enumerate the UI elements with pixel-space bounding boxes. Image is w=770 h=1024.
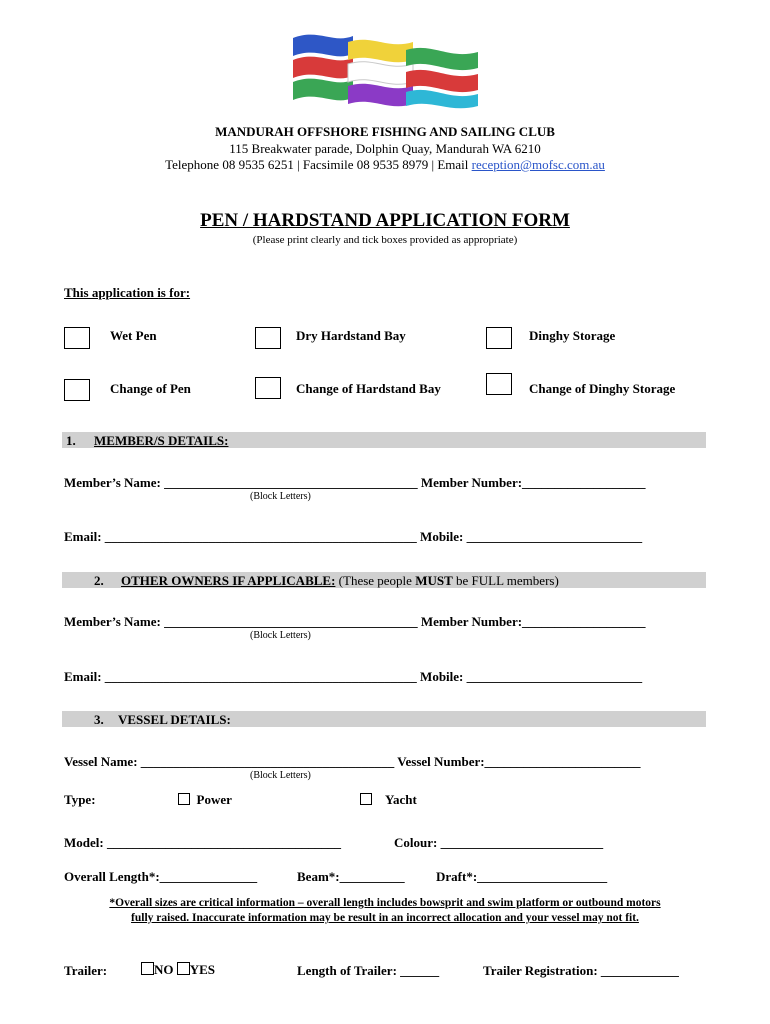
dry-hardstand-label: Dry Hardstand Bay	[296, 328, 406, 343]
club-name: MANDURAH OFFSHORE FISHING AND SAILING CLUB	[215, 124, 555, 139]
change-dinghy-checkbox[interactable]	[486, 373, 512, 395]
section-2-title: OTHER OWNERS IF APPLICABLE:	[121, 573, 336, 588]
other-owner-email-field[interactable]: Email: ________________________________________________ Mobile: ___________________________	[64, 669, 643, 684]
change-dinghy-label: Change of Dinghy Storage	[529, 381, 676, 396]
power-checkbox[interactable]	[178, 793, 190, 805]
trailer-registration-field[interactable]: Trailer Registration: ____________	[483, 963, 679, 978]
yacht-checkbox[interactable]	[360, 793, 372, 805]
size-note-line-1: *Overall sizes are critical information – overall length includes bowsprit and swim platform or outbound motors	[109, 897, 661, 909]
section-2-note-must: MUST	[415, 573, 453, 588]
change-hardstand-checkbox[interactable]	[255, 377, 281, 399]
beam-field[interactable]: Beam*:__________	[297, 869, 405, 884]
other-owner-name-field[interactable]: Member’s Name: _______________________________________ Member Number:___________________	[64, 614, 646, 629]
trailer-yes-checkbox[interactable]	[177, 962, 190, 975]
change-hardstand-label: Change of Hardstand Bay	[296, 381, 441, 396]
application-heading: This application is for:	[64, 285, 191, 300]
trailer-options	[141, 962, 215, 978]
wet-pen-checkbox[interactable]	[64, 327, 90, 349]
change-pen-checkbox[interactable]	[64, 379, 90, 401]
trailer-label: Trailer:	[64, 963, 108, 978]
form-subtitle: (Please print clearly and tick boxes provided as appropriate)	[252, 234, 518, 246]
trailer-length-field[interactable]: Length of Trailer: ______	[297, 963, 440, 978]
section-1-title: MEMBER/S DETAILS:	[94, 433, 229, 448]
section-2-note-a: (These people	[335, 573, 416, 588]
yacht-label: Yacht	[385, 792, 417, 807]
trailer-no-checkbox[interactable]	[141, 962, 154, 975]
block-letters-hint: (Block Letters)	[250, 770, 311, 781]
wet-pen-label: Wet Pen	[110, 328, 157, 343]
member-email-field[interactable]: Email: ________________________________________________ Mobile: ___________________________	[64, 529, 643, 544]
section-3-number: 3.	[94, 712, 104, 727]
section-3-title: VESSEL DETAILS:	[118, 712, 231, 727]
section-2-number: 2.	[94, 573, 104, 588]
colour-field[interactable]: Colour: _________________________	[394, 835, 604, 850]
club-contact	[0, 157, 770, 173]
power-option[interactable]	[178, 792, 232, 808]
email-link[interactable]: reception@mofsc.com.au	[471, 157, 605, 172]
model-field[interactable]: Model: ____________________________________	[64, 835, 341, 850]
trailer-no-label: NO	[154, 962, 174, 977]
dinghy-storage-checkbox[interactable]	[486, 327, 512, 349]
dry-hardstand-checkbox[interactable]	[255, 327, 281, 349]
trailer-yes-label: YES	[189, 962, 216, 977]
club-logo-flags	[288, 30, 483, 112]
dinghy-storage-label: Dinghy Storage	[529, 328, 616, 343]
power-label: Power	[196, 792, 232, 807]
form-title: PEN / HARDSTAND APPLICATION FORM	[200, 210, 570, 231]
section-2-heading	[121, 573, 559, 589]
change-pen-label: Change of Pen	[110, 381, 191, 396]
block-letters-hint: (Block Letters)	[250, 491, 311, 502]
overall-length-field[interactable]: Overall Length*:_______________	[64, 869, 258, 884]
size-note-line-2: fully raised. Inaccurate information may be result in an incorrect allocation and your vessel may not fit.	[131, 912, 639, 924]
type-label: Type:	[64, 792, 96, 807]
section-2-note-b: be FULL members)	[452, 573, 559, 588]
section-1-number: 1.	[66, 433, 76, 448]
member-name-field[interactable]: Member’s Name: _______________________________________ Member Number:___________________	[64, 475, 646, 490]
draft-field[interactable]: Draft*:____________________	[436, 869, 608, 884]
block-letters-hint: (Block Letters)	[250, 630, 311, 641]
club-address: 115 Breakwater parade, Dolphin Quay, Mandurah WA 6210	[229, 141, 541, 156]
contact-text: Telephone 08 9535 6251 | Facsimile 08 9535 8979 | Email	[165, 157, 472, 172]
vessel-name-field[interactable]: Vessel Name: _______________________________________ Vessel Number:________________________	[64, 754, 641, 769]
yacht-option[interactable]	[360, 792, 417, 808]
